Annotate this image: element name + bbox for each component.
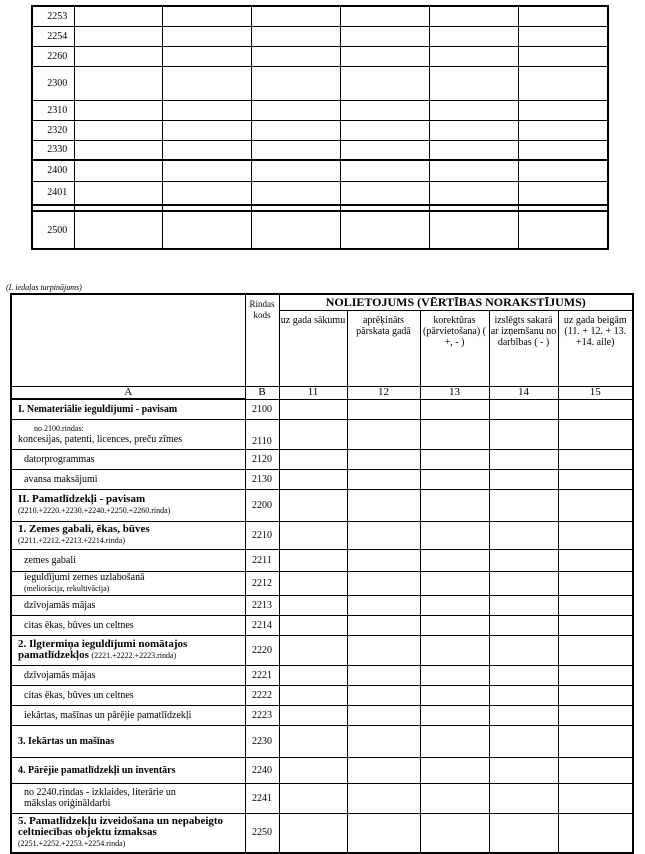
cell[interactable] xyxy=(279,757,347,783)
cell[interactable] xyxy=(429,140,518,160)
cell[interactable] xyxy=(162,140,251,160)
cell[interactable] xyxy=(340,160,429,181)
cell[interactable] xyxy=(347,615,420,635)
continuation-note: (I. iedaļas turpinājums) xyxy=(6,283,82,292)
row-code: 2210 xyxy=(245,521,279,549)
cell[interactable] xyxy=(420,449,489,469)
cell[interactable] xyxy=(251,160,340,181)
row-label-text: ieguldījumi zemes uzlabošanā xyxy=(24,572,145,583)
cell[interactable] xyxy=(558,399,633,419)
cell[interactable] xyxy=(279,595,347,615)
row-label: 4. Pārējie pamatlīdzekļi un inventārs xyxy=(11,757,245,783)
cell[interactable] xyxy=(279,783,347,813)
cell[interactable] xyxy=(162,120,251,140)
row-label: dzīvojamās mājas xyxy=(11,595,245,615)
cell[interactable] xyxy=(279,705,347,725)
cell[interactable] xyxy=(347,665,420,685)
cell[interactable] xyxy=(340,46,429,66)
cell[interactable] xyxy=(518,211,608,249)
row-label: datorprogrammas xyxy=(11,449,245,469)
cell[interactable] xyxy=(162,66,251,100)
cell[interactable] xyxy=(558,685,633,705)
cell[interactable] xyxy=(489,489,558,521)
cell[interactable] xyxy=(420,595,489,615)
cell[interactable] xyxy=(420,725,489,757)
cell[interactable] xyxy=(429,181,518,205)
row-label xyxy=(11,489,245,521)
row-label: citas ēkas, būves un celtnes xyxy=(11,615,245,635)
row-code: 2250 xyxy=(245,813,279,853)
cell[interactable] xyxy=(429,26,518,46)
cell[interactable] xyxy=(251,46,340,66)
top-table xyxy=(31,5,609,250)
col-letter: 13 xyxy=(420,386,489,399)
cell[interactable] xyxy=(558,813,633,853)
cell[interactable] xyxy=(558,665,633,685)
cell[interactable] xyxy=(347,783,420,813)
row-sub: (2211.+2212.+2213.+2214.rinda) xyxy=(18,536,126,545)
cell[interactable] xyxy=(489,757,558,783)
cell[interactable] xyxy=(420,571,489,595)
cell[interactable] xyxy=(279,489,347,521)
row-code: 2401 xyxy=(32,181,74,205)
cell[interactable] xyxy=(251,26,340,46)
cell[interactable] xyxy=(558,549,633,571)
cell[interactable] xyxy=(558,521,633,549)
row-label xyxy=(11,571,245,595)
cell[interactable] xyxy=(518,6,608,26)
cell[interactable] xyxy=(340,120,429,140)
cell[interactable] xyxy=(489,635,558,665)
cell[interactable] xyxy=(518,26,608,46)
row-code: 2100 xyxy=(245,399,279,419)
row-code: 2200 xyxy=(245,489,279,521)
cell[interactable] xyxy=(489,705,558,725)
row-label: I. Nemateriālie ieguldījumi - pavisam xyxy=(11,399,245,419)
cell[interactable] xyxy=(489,449,558,469)
cell[interactable] xyxy=(279,521,347,549)
row-code: 2223 xyxy=(245,705,279,725)
row-label: avansa maksājumi xyxy=(11,469,245,489)
row-code: 2254 xyxy=(32,26,74,46)
cell[interactable] xyxy=(347,757,420,783)
row-note: no 2100.rindas: xyxy=(34,424,84,433)
cell[interactable] xyxy=(347,635,420,665)
row-label-text: 2. Ilgtermiņa ieguldījumi nomātajos xyxy=(18,638,188,650)
cell[interactable] xyxy=(347,399,420,419)
cell[interactable] xyxy=(279,469,347,489)
row-sub: (2210.+2220.+2230.+2240.+2250.+2260.rinda) xyxy=(18,506,171,515)
row-code: 2214 xyxy=(245,615,279,635)
cell[interactable] xyxy=(420,419,489,449)
cell[interactable] xyxy=(340,6,429,26)
cell[interactable] xyxy=(489,595,558,615)
cell[interactable] xyxy=(340,26,429,46)
row-code: 2213 xyxy=(245,595,279,615)
row-label-text: pamatlīdzekļos xyxy=(18,649,89,661)
cell[interactable] xyxy=(558,725,633,757)
row-code: 2240 xyxy=(245,757,279,783)
cell[interactable] xyxy=(489,521,558,549)
row-code: 2300 xyxy=(32,66,74,100)
cell[interactable] xyxy=(279,635,347,665)
cell[interactable] xyxy=(279,615,347,635)
cell[interactable] xyxy=(558,419,633,449)
header-col11: uz gada sākumu xyxy=(279,310,347,386)
row-code: 2222 xyxy=(245,685,279,705)
row-code: 2230 xyxy=(245,725,279,757)
row-label: no 2240.rindas - izklaides, literārie un mākslas oriģināldarbi xyxy=(11,783,245,813)
row-label: 3. Iekārtas un mašīnas xyxy=(11,725,245,757)
cell[interactable] xyxy=(340,211,429,249)
row-code: 2253 xyxy=(32,6,74,26)
cell[interactable] xyxy=(347,419,420,449)
header-code: Rindas kods xyxy=(245,294,279,386)
cell[interactable] xyxy=(340,181,429,205)
cell[interactable] xyxy=(420,521,489,549)
cell[interactable] xyxy=(489,813,558,853)
cell[interactable] xyxy=(162,100,251,120)
row-sub: (2221.+2222.+2223.rinda) xyxy=(91,651,177,660)
cell[interactable] xyxy=(74,211,162,249)
cell[interactable] xyxy=(279,813,347,853)
row-sub: (2251.+2252.+2253.+2254.rinda) xyxy=(18,839,126,849)
cell[interactable] xyxy=(558,783,633,813)
row-label: iekārtas, mašīnas un pārējie pamatlīdzekļi xyxy=(11,705,245,725)
cell[interactable] xyxy=(489,725,558,757)
cell[interactable] xyxy=(251,6,340,26)
cell[interactable] xyxy=(347,685,420,705)
cell[interactable] xyxy=(518,46,608,66)
cell[interactable] xyxy=(347,449,420,469)
col-letter: B xyxy=(245,386,279,399)
header-main-title: NOLIETOJUMS (VĒRTĪBAS NORAKSTĪJUMS) xyxy=(279,294,633,310)
cell[interactable] xyxy=(347,489,420,521)
cell[interactable] xyxy=(558,469,633,489)
row-code: 2320 xyxy=(32,120,74,140)
cell[interactable] xyxy=(162,181,251,205)
row-code: 2310 xyxy=(32,100,74,120)
cell[interactable] xyxy=(518,140,608,160)
cell[interactable] xyxy=(558,757,633,783)
cell[interactable] xyxy=(279,571,347,595)
cell[interactable] xyxy=(347,725,420,757)
cell[interactable] xyxy=(162,160,251,181)
cell[interactable] xyxy=(489,399,558,419)
cell[interactable] xyxy=(518,120,608,140)
row-code: 2120 xyxy=(245,449,279,469)
col-letter: 15 xyxy=(558,386,633,399)
cell[interactable] xyxy=(420,813,489,853)
cell[interactable] xyxy=(347,469,420,489)
cell[interactable] xyxy=(340,100,429,120)
cell[interactable] xyxy=(251,211,340,249)
cell[interactable] xyxy=(347,595,420,615)
cell[interactable] xyxy=(558,635,633,665)
cell[interactable] xyxy=(420,615,489,635)
row-sub: (meliorācija, rekultivācija) xyxy=(24,584,110,593)
cell[interactable] xyxy=(251,140,340,160)
row-label-text: 1. Zemes gabali, ēkas, būves xyxy=(18,523,150,535)
cell[interactable] xyxy=(347,813,420,853)
row-code: 2241 xyxy=(245,783,279,813)
cell[interactable] xyxy=(518,100,608,120)
row-code: 2211 xyxy=(245,549,279,571)
cell[interactable] xyxy=(251,181,340,205)
row-label: zemes gabali xyxy=(11,549,245,571)
row-label-text: 5. Pamatlīdzekļu izveidošana un nepabeigto celtniecības objektu izmaksas xyxy=(18,815,224,839)
cell[interactable] xyxy=(429,46,518,66)
cell[interactable] xyxy=(558,615,633,635)
cell[interactable] xyxy=(489,571,558,595)
cell[interactable] xyxy=(347,521,420,549)
cell[interactable] xyxy=(429,6,518,26)
row-code: 2110 xyxy=(245,419,279,449)
cell[interactable] xyxy=(518,160,608,181)
cell[interactable] xyxy=(420,399,489,419)
cell[interactable] xyxy=(489,783,558,813)
cell[interactable] xyxy=(429,120,518,140)
cell[interactable] xyxy=(74,181,162,205)
cell[interactable] xyxy=(420,549,489,571)
cell[interactable] xyxy=(251,100,340,120)
cell[interactable] xyxy=(518,66,608,100)
cell[interactable] xyxy=(279,725,347,757)
cell[interactable] xyxy=(74,46,162,66)
row-code: 2220 xyxy=(245,635,279,665)
cell[interactable] xyxy=(340,140,429,160)
cell[interactable] xyxy=(162,6,251,26)
cell[interactable] xyxy=(420,489,489,521)
cell[interactable] xyxy=(420,705,489,725)
cell[interactable] xyxy=(558,571,633,595)
cell[interactable] xyxy=(162,46,251,66)
header-col15: uz gada beigām (11. + 12. + 13. +14. aile) xyxy=(558,310,633,386)
cell[interactable] xyxy=(279,549,347,571)
cell[interactable] xyxy=(558,705,633,725)
cell[interactable] xyxy=(74,6,162,26)
cell[interactable] xyxy=(251,66,340,100)
row-code: 2212 xyxy=(245,571,279,595)
col-letter: 11 xyxy=(279,386,347,399)
cell[interactable] xyxy=(74,140,162,160)
row-label: citas ēkas, būves un celtnes xyxy=(11,685,245,705)
cell[interactable] xyxy=(279,419,347,449)
cell[interactable] xyxy=(489,469,558,489)
header-col13: korektūras (pārvietošana) ( +, - ) xyxy=(420,310,489,386)
cell[interactable] xyxy=(251,120,340,140)
cell[interactable] xyxy=(340,66,429,100)
cell[interactable] xyxy=(74,160,162,181)
cell[interactable] xyxy=(429,100,518,120)
row-label-text: koncesijas, patenti, licences, preču zīmes xyxy=(18,434,183,445)
row-code: 2260 xyxy=(32,46,74,66)
cell[interactable] xyxy=(429,160,518,181)
col-letter: A xyxy=(11,386,245,399)
cell[interactable] xyxy=(420,469,489,489)
cell[interactable] xyxy=(74,100,162,120)
cell[interactable] xyxy=(279,399,347,419)
row-code: 2500 xyxy=(32,211,74,249)
cell[interactable] xyxy=(74,120,162,140)
cell[interactable] xyxy=(279,685,347,705)
row-code: 2130 xyxy=(245,469,279,489)
cell[interactable] xyxy=(429,66,518,100)
depreciation-table xyxy=(10,293,634,854)
cell[interactable] xyxy=(420,685,489,705)
row-code: 2221 xyxy=(245,665,279,685)
cell[interactable] xyxy=(347,571,420,595)
row-label xyxy=(11,521,245,549)
row-label: dzīvojamās mājas xyxy=(11,665,245,685)
cell[interactable] xyxy=(489,615,558,635)
row-code: 2330 xyxy=(32,140,74,160)
cell[interactable] xyxy=(558,489,633,521)
cell[interactable] xyxy=(347,705,420,725)
cell[interactable] xyxy=(162,211,251,249)
header-col12: aprēķināts pārskata gadā xyxy=(347,310,420,386)
cell[interactable] xyxy=(74,26,162,46)
cell[interactable] xyxy=(489,685,558,705)
cell[interactable] xyxy=(558,449,633,469)
cell[interactable] xyxy=(279,449,347,469)
cell[interactable] xyxy=(420,757,489,783)
cell[interactable] xyxy=(74,66,162,100)
cell[interactable] xyxy=(347,549,420,571)
cell[interactable] xyxy=(518,181,608,205)
col-letter: 14 xyxy=(489,386,558,399)
row-label xyxy=(11,419,245,449)
cell[interactable] xyxy=(489,419,558,449)
cell[interactable] xyxy=(420,665,489,685)
cell[interactable] xyxy=(489,549,558,571)
header-col14: izslēgts sakarā ar izņemšanu no darbības ( - ) xyxy=(489,310,558,386)
col-letter: 12 xyxy=(347,386,420,399)
cell[interactable] xyxy=(420,635,489,665)
cell[interactable] xyxy=(558,595,633,615)
cell[interactable] xyxy=(489,665,558,685)
cell[interactable] xyxy=(429,211,518,249)
cell[interactable] xyxy=(162,26,251,46)
row-code: 2400 xyxy=(32,160,74,181)
cell[interactable] xyxy=(279,665,347,685)
row-label xyxy=(11,813,245,853)
header-blank xyxy=(11,294,245,386)
row-label xyxy=(11,635,245,665)
cell[interactable] xyxy=(420,783,489,813)
row-label-text: II. Pamatlīdzekļi - pavisam xyxy=(18,493,146,505)
